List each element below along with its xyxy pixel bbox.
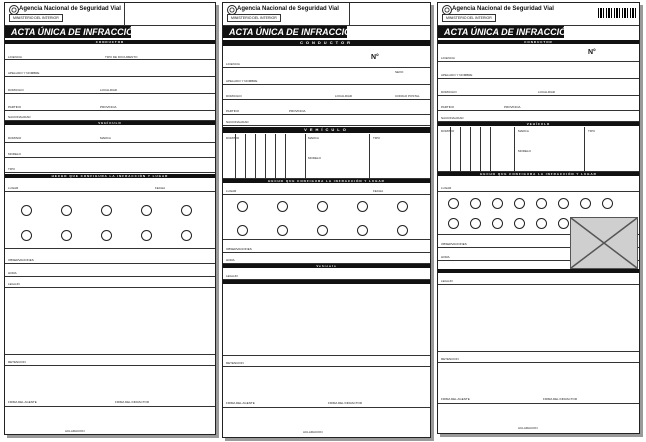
address-row	[438, 79, 639, 96]
observations-row	[5, 249, 215, 264]
field-modelo: MODELO	[518, 149, 532, 153]
vehicle-grid	[223, 134, 430, 179]
divider	[460, 127, 461, 171]
nationality-row	[223, 115, 430, 126]
infraction-option-circle[interactable]	[317, 225, 328, 236]
infraction-option-circle[interactable]	[558, 198, 569, 209]
infraction-option-circle[interactable]	[397, 225, 408, 236]
nationality-row	[5, 111, 215, 121]
divider	[514, 127, 515, 171]
address-row	[5, 77, 215, 94]
field-lugar: LUGAR	[441, 186, 452, 190]
field-nacionalidad: NACIONALIDAD	[441, 116, 464, 120]
divider	[255, 134, 256, 178]
signature-row	[223, 367, 430, 408]
form-number-box	[349, 3, 430, 25]
infraction-form-3	[437, 2, 640, 434]
field-firma-infractor: FIRMA DEL INFRACTOR	[115, 400, 150, 404]
retention-row	[438, 352, 639, 363]
field-apellido-nombre: APELLIDO Y NOMBRE	[8, 71, 40, 75]
field-fecha: FECHA	[155, 186, 166, 190]
footer-row	[438, 404, 639, 434]
field-dominio: DOMINIO	[8, 136, 22, 140]
infraction-option-circle[interactable]	[181, 230, 192, 241]
divider	[235, 134, 236, 178]
form-title: ACTA ÚNICA DE INFRACCIÓN	[5, 26, 131, 38]
section-hecho: HECHO QUE CONFIGURA LA INFRACCIÓN Y LUGAR	[5, 174, 215, 178]
retention-row	[5, 355, 215, 366]
field-partido: PARTIDO	[441, 105, 455, 109]
field-observaciones: OBSERVACIONES	[441, 242, 467, 246]
agency-name: Agencia Nacional de Seguridad Vial	[237, 6, 339, 12]
field-observaciones: OBSERVACIONES	[226, 247, 252, 251]
divider	[470, 127, 471, 171]
field-nacionalidad: NACIONALIDAD	[226, 120, 249, 124]
infraction-option-circle[interactable]	[492, 218, 503, 229]
infraction-option-circle[interactable]	[277, 201, 288, 212]
infraction-option-circle[interactable]	[61, 205, 72, 216]
blank-area	[223, 285, 430, 356]
infraction-option-circle[interactable]	[141, 205, 152, 216]
field-hora: HORA	[441, 255, 450, 259]
field-retencion: RETENCION	[441, 357, 459, 361]
field-domicilio: DOMICILIO	[226, 94, 242, 98]
field-aclaracion: ACLARACION	[518, 426, 538, 430]
agent-row	[5, 277, 215, 288]
divider	[285, 134, 286, 178]
field-legajo: LEGAJO	[8, 282, 20, 286]
form-header	[438, 3, 639, 26]
checkbox-grid-2	[223, 195, 430, 240]
infraction-option-circle[interactable]	[237, 225, 248, 236]
section-conductor: CONDUCTOR	[223, 40, 430, 46]
form-header	[223, 3, 430, 26]
infraction-option-circle[interactable]	[448, 198, 459, 209]
infraction-option-circle[interactable]	[237, 201, 248, 212]
place-row	[438, 177, 639, 192]
nationality-row	[438, 111, 639, 122]
divider	[584, 127, 585, 171]
field-nacionalidad: NACIONALIDAD	[8, 115, 31, 119]
vehicle-grid	[438, 127, 639, 172]
infraction-option-circle[interactable]	[470, 198, 481, 209]
infraction-option-circle[interactable]	[21, 205, 32, 216]
observations-row	[223, 240, 430, 253]
agency-name: Agencia Nacional de Seguridad Vial	[452, 6, 554, 12]
domain-row	[5, 126, 215, 143]
infraction-option-circle[interactable]	[61, 230, 72, 241]
footer-row	[5, 407, 215, 435]
divider	[275, 134, 276, 178]
cross-mark-icon	[571, 218, 637, 268]
cancelled-box-icon	[570, 217, 638, 269]
divider	[305, 134, 306, 178]
form-number-label: N°	[588, 49, 596, 56]
field-provincia: PROVINCIA	[289, 109, 306, 113]
field-aclaracion: ACLARACION	[65, 429, 85, 433]
field-firma-infractor: FIRMA DEL INFRACTOR	[543, 397, 578, 401]
blank-area	[5, 288, 215, 355]
infraction-form-1	[4, 2, 216, 435]
field-licencia: LICENCIA	[441, 56, 455, 60]
section-vehiculo: VEHÍCULO	[438, 122, 639, 126]
field-modelo: MODELO	[8, 152, 22, 156]
field-apellido-nombre: APELLIDO Y NOMBRE	[441, 73, 473, 77]
form-title: ACTA ÚNICA DE INFRACCIÓN	[223, 26, 347, 38]
blank-area	[438, 285, 639, 352]
field-sexo: SEXO	[395, 70, 404, 74]
section-bar	[223, 280, 430, 284]
retention-row	[223, 356, 430, 367]
agent-row	[438, 274, 639, 285]
field-observaciones: OBSERVACIONES	[8, 258, 34, 262]
ministry-label: MINISTERIO DEL INTERIOR	[9, 14, 63, 22]
agent-row	[223, 269, 430, 280]
infraction-option-circle[interactable]	[514, 218, 525, 229]
field-retencion: RETENCION	[8, 360, 26, 364]
field-modelo: MODELO	[308, 156, 322, 160]
infraction-option-circle[interactable]	[558, 218, 569, 229]
place-row	[5, 179, 215, 192]
section-conductor: CONDUCTOR	[438, 40, 639, 44]
agency-name: Agencia Nacional de Seguridad Vial	[19, 6, 121, 12]
field-localidad: LOCALIDAD	[538, 90, 556, 94]
divider	[245, 134, 246, 178]
divider	[480, 127, 481, 171]
field-apellido-nombre: APELLIDO Y NOMBRE	[226, 79, 258, 83]
place-row	[223, 184, 430, 195]
field-licencia: LICENCIA	[226, 62, 240, 66]
infraction-option-circle[interactable]	[448, 218, 459, 229]
infraction-option-circle[interactable]	[317, 201, 328, 212]
form-header	[5, 3, 215, 26]
field-domicilio: DOMICILIO	[8, 88, 24, 92]
signature-row	[438, 363, 639, 404]
form-title: ACTA ÚNICA DE INFRACCIÓN	[438, 26, 564, 38]
field-legajo: LEGAJO	[441, 279, 453, 283]
section-vehiculo: VEHÍCULO	[5, 121, 215, 125]
field-lugar: LUGAR	[226, 189, 237, 193]
form-number-box	[124, 3, 215, 25]
infraction-option-circle[interactable]	[357, 225, 368, 236]
field-fecha: FECHA	[373, 189, 384, 193]
infraction-option-circle[interactable]	[514, 198, 525, 209]
hour-row	[5, 264, 215, 277]
infraction-option-circle[interactable]	[536, 218, 547, 229]
field-hora: HORA	[226, 258, 235, 262]
infraction-form-2	[222, 2, 431, 438]
ministry-label: MINISTERIO DEL INTERIOR	[227, 14, 281, 22]
field-legajo: LEGAJO	[226, 274, 238, 278]
type-row	[5, 158, 215, 173]
signature-row	[5, 366, 215, 407]
divider	[369, 134, 370, 178]
form-number-label: N°	[371, 54, 379, 61]
field-tipo-documento: TIPO DE DOCUMENTO	[105, 55, 138, 59]
field-marca: MARCA	[308, 136, 319, 140]
infraction-option-circle[interactable]	[536, 198, 547, 209]
field-hora: HORA	[8, 271, 17, 275]
hour-row	[223, 253, 430, 264]
license-row	[5, 45, 215, 60]
field-licencia: LICENCIA	[8, 55, 22, 59]
name-row	[5, 60, 215, 77]
field-dominio: DOMINIO	[441, 129, 455, 133]
field-localidad: LOCALIDAD	[100, 88, 118, 92]
field-marca: MARCA	[518, 129, 529, 133]
name-row	[223, 68, 430, 85]
field-tipo: TIPO	[8, 167, 16, 171]
ministry-label: MINISTERIO DEL INTERIOR	[442, 14, 496, 22]
section-hecho: HECHO QUE CONFIGURA LA INFRACCIÓN Y LUGAR	[438, 172, 639, 176]
infraction-option-circle[interactable]	[357, 201, 368, 212]
license-row	[223, 47, 430, 68]
address-row	[223, 85, 430, 100]
divider	[450, 127, 451, 171]
field-localidad: LOCALIDAD	[335, 94, 353, 98]
field-marca: MARCA	[100, 136, 111, 140]
city-row	[223, 100, 430, 115]
field-partido: PARTIDO	[226, 109, 240, 113]
infraction-option-circle[interactable]	[101, 205, 112, 216]
field-firma-agente: FIRMA DEL AGENTE	[226, 401, 255, 405]
field-aclaracion: ACLARACION	[303, 430, 323, 434]
field-dominio: DOMINIO	[226, 136, 240, 140]
field-provincia: PROVINCIA	[100, 105, 117, 109]
infraction-option-circle[interactable]	[397, 201, 408, 212]
infraction-option-circle[interactable]	[141, 230, 152, 241]
infraction-option-circle[interactable]	[181, 205, 192, 216]
field-lugar: LUGAR	[8, 186, 19, 190]
infraction-option-circle[interactable]	[492, 198, 503, 209]
section-bar: Vehículo	[223, 264, 430, 268]
field-firma-agente: FIRMA DEL AGENTE	[441, 397, 470, 401]
section-bar	[438, 269, 639, 273]
infraction-option-circle[interactable]	[21, 230, 32, 241]
model-row	[5, 143, 215, 158]
field-tipo: TIPO	[588, 129, 596, 133]
infraction-option-circle[interactable]	[277, 225, 288, 236]
barcode-icon	[598, 8, 638, 18]
license-row	[438, 45, 639, 62]
field-domicilio: DOMICILIO	[441, 90, 457, 94]
section-conductor: CONDUCTOR	[5, 40, 215, 44]
footer-row	[223, 408, 430, 438]
field-firma-agente: FIRMA DEL AGENTE	[8, 400, 37, 404]
field-codigo-postal: CODIGO POSTAL	[395, 94, 420, 98]
divider	[265, 134, 266, 178]
field-partido: PARTIDO	[8, 105, 22, 109]
field-provincia: PROVINCIA	[504, 105, 521, 109]
section-vehiculo: VEHÍCULO	[223, 127, 430, 133]
city-row	[5, 94, 215, 111]
field-tipo: TIPO	[373, 136, 381, 140]
section-hecho: HECHO QUE CONFIGURA LA INFRACCIÓN Y LUGAR	[223, 179, 430, 183]
infraction-option-circle[interactable]	[580, 198, 591, 209]
checkbox-grid-1	[5, 192, 215, 249]
field-firma-infractor: FIRMA DEL INFRACTOR	[328, 401, 363, 405]
divider	[490, 127, 491, 171]
infraction-option-circle[interactable]	[602, 198, 613, 209]
infraction-option-circle[interactable]	[101, 230, 112, 241]
infraction-option-circle[interactable]	[470, 218, 481, 229]
name-row	[438, 62, 639, 79]
city-row	[438, 96, 639, 111]
field-retencion: RETENCION	[226, 361, 244, 365]
